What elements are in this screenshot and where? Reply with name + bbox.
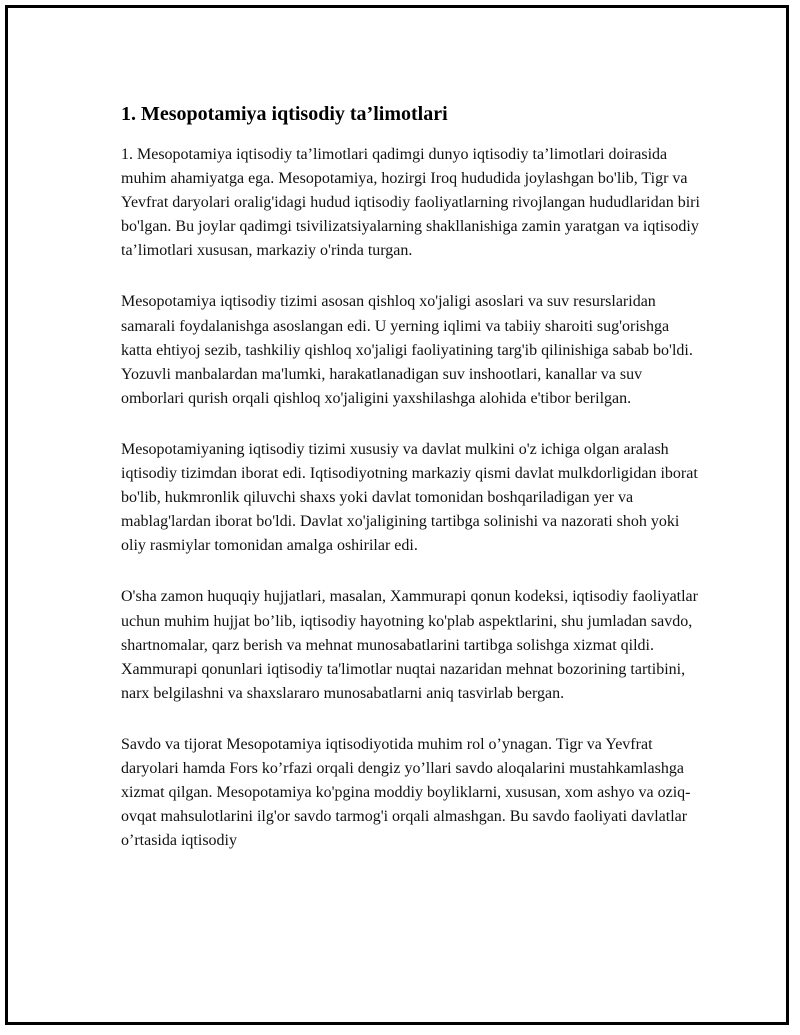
document-body — [121, 101, 701, 880]
page-title: 1. Mesopotamiya iqtisodiy ta’limotlari — [121, 103, 448, 125]
paragraph-3: Mesopotamiyaning iqtisodiy tizimi xususiy va davlat mulkini o'z ichiga olgan aralash iqtisodiy tizimdan iborat edi. Iqtisodiyotning markaziy qismi davlat mulkdorligidan iborat bo'lib, hukmronlik qiluvchi shaxs yoki davlat tomonidan boshqariladigan yer va mablag'lardan iborat bo'ldi. Davlat xo'jaligining tartibga solinishi va nazorati shoh yoki oliy rasmiylar tomonidan amalga oshirilar edi. — [121, 440, 698, 555]
paragraph-4: O'sha zamon huquqiy hujjatlari, masalan, Xammurapi qonun kodeksi, iqtisodiy faoliyatlar uchun muhim hujjat bo’lib, iqtisodiy hayotning ko'plab aspektlarini, shu jumladan savdo, shartnomalar, qarz berish va mehnat munosabatlarini tartibga solishga xizmat qildi. Xammurapi qonunlari iqtisodiy ta'limotlar nuqtai nazaridan mehnat bozorining tartibini, narx belgilashni va shaxslararo munosabatlarni aniq tasvirlab bergan. — [121, 588, 698, 702]
document-page — [5, 5, 789, 1025]
paragraph-2: Mesopotamiya iqtisodiy tizimi asosan qishloq xo'jaligi asoslari va suv resurslaridan samarali foydalanishga asoslangan edi. U yerning iqlimi va tabiiy sharoiti sug'orishga katta ehtiyoj sezib, tashkiliy qishloq xo'jaligi faoliyatining targ'ib qilinishiga sabab bo'ldi. Yozuvli manbalardan ma'lumki, harakatlanadigan suv inshootlari, kanallar va suv omborlari qurish orqali qishloq xo'jaligini yaxshilashga alohida e'tibor berilgan. — [121, 293, 693, 407]
paragraph-5: Savdo va tijorat Mesopotamiya iqtisodiyotida muhim rol o’ynagan. Tigr va Yevfrat daryolari hamda Fors ko’rfazi orqali dengiz yo’llari savdo aloqalarini mustahkamlashga xizmat qilgan. Mesopotamiya ko'pgina moddiy boyliklarni, xususan, xom ashyo va oziq-ovqat mahsulotlarini ilg'or savdo tarmog'i orqali almashgan. Bu savdo faoliyati davlatlar o’rtasida iqtisodiy — [121, 735, 691, 850]
paragraph-1: 1. Mesopotamiya iqtisodiy ta’limotlari qadimgi dunyo iqtisodiy ta’limotlari doirasida muhim ahamiyatga ega. Mesopotamiya, hozirgi Iroq hududida joylashgan bo'lib, Tigr va Yevfrat daryolari oralig'idagi hudud iqtisodiy faoliyatlarning rivojlangan hududlaridan biri bo'lgan. Bu joylar qadimgi tsivilizatsiyalarning shakllanishiga zamin yaratgan va iqtisodiy ta’limotlari xususan, markaziy o'rinda turgan. — [121, 146, 700, 260]
